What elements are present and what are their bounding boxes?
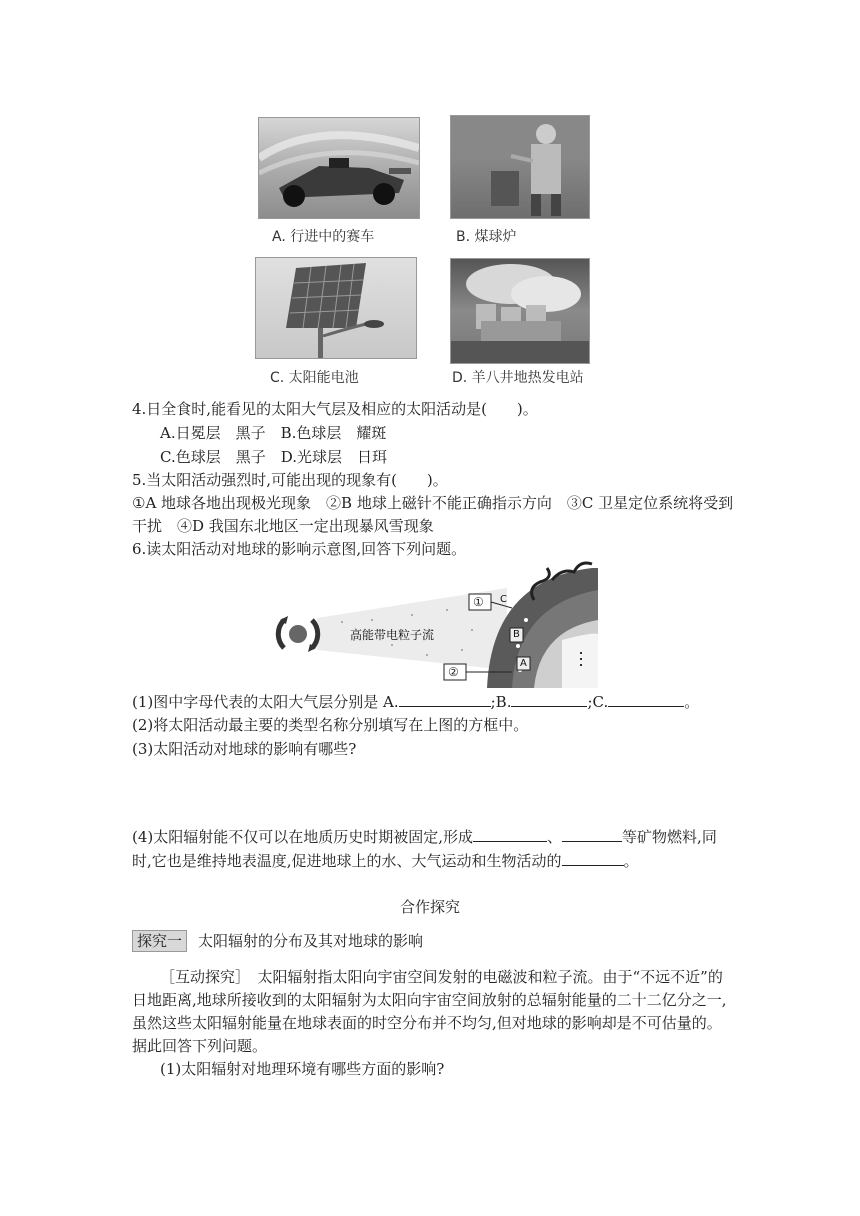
diagram-letter-c: C bbox=[500, 594, 507, 605]
coal-stove-photo bbox=[450, 115, 590, 219]
paragraph-line-1: ［互动探究］ 太阳辐射指太阳向宇宙空间发射的电磁波和粒子流。由于“不远不近”的 bbox=[160, 968, 723, 986]
question-6-sub-4 bbox=[132, 826, 717, 848]
paragraph-line-2: 日地距离,地球所接收到的太阳辐射为太阳向宇宙空间放射的总辐射能量的二十二亿分之一, bbox=[132, 991, 727, 1009]
question-5-stem: 5.当太阳活动强烈时,可能出现的现象有( )。 bbox=[132, 471, 448, 489]
blank-energy[interactable] bbox=[562, 850, 624, 866]
question-4-stem: 4.日全食时,能看见的太阳大气层及相应的太阳活动是( )。 bbox=[132, 400, 538, 418]
racing-car-photo bbox=[258, 117, 420, 219]
blank-b[interactable] bbox=[511, 691, 587, 707]
sub-1-c-label: ;C. bbox=[587, 693, 609, 711]
question-6-stem: 6.读太阳活动对地球的影响示意图,回答下列问题。 bbox=[132, 540, 467, 558]
inquiry-title: 太阳辐射的分布及其对地球的影响 bbox=[198, 932, 424, 950]
diagram-letter-a: A bbox=[520, 658, 527, 669]
sub-4-suffix: 等矿物燃料,同 bbox=[622, 828, 717, 846]
inquiry-question-1: (1)太阳辐射对地理环境有哪些方面的影响? bbox=[160, 1060, 445, 1078]
sub-4-prefix: (4)太阳辐射能不仅可以在地质历史时期被固定,形成 bbox=[132, 828, 474, 846]
sub-1-b-label: ;B. bbox=[490, 693, 512, 711]
sub-1-end: 。 bbox=[684, 693, 700, 711]
photo-c-caption: C. 太阳能电池 bbox=[270, 370, 359, 386]
question-5-line-1: ①A 地球各地出现极光现象 ②B 地球上磁针不能正确指示方向 ③C 卫星定位系统将受到 bbox=[132, 494, 734, 512]
question-4-options-1: A.日冕层 黑子 B.色球层 耀斑 bbox=[160, 424, 387, 442]
question-6-sub-3: (3)太阳活动对地球的影响有哪些? bbox=[132, 740, 357, 758]
photo-d-caption: D. 羊八井地热发电站 bbox=[452, 370, 584, 386]
blank-fuel-2[interactable] bbox=[562, 826, 622, 842]
sub-1-prefix: (1)图中字母代表的太阳大气层分别是 A. bbox=[132, 693, 399, 711]
blank-c[interactable] bbox=[608, 691, 684, 707]
question-6-sub-2: (2)将太阳活动最主要的类型名称分别填写在上图的方框中。 bbox=[132, 716, 529, 734]
section-heading: 合作探究 bbox=[400, 898, 461, 916]
diagram-box-2: ② bbox=[448, 665, 459, 679]
sub-4-end: 。 bbox=[623, 852, 639, 870]
diagram-box-1: ① bbox=[473, 595, 484, 609]
question-4-options-2: C.色球层 黑子 D.光球层 日珥 bbox=[160, 448, 387, 466]
solar-panel-photo bbox=[255, 257, 417, 359]
paragraph-line-3: 虽然这些太阳辐射能量在地球表面的时空分布并不均匀,但对地球的影响却是不可估量的。 bbox=[132, 1014, 722, 1032]
diagram-letter-b: B bbox=[513, 629, 520, 640]
particle-stream-label: 高能带电粒子流 bbox=[350, 628, 435, 642]
question-6-sub-4-line-2 bbox=[132, 850, 639, 872]
sub-4-sep: 、 bbox=[547, 828, 563, 846]
solar-activity-diagram bbox=[262, 560, 598, 688]
photo-a-caption: A. 行进中的赛车 bbox=[272, 229, 375, 245]
blank-a[interactable] bbox=[399, 691, 491, 707]
blank-fuel-1[interactable] bbox=[473, 826, 547, 842]
sub-4-line-2-text: 时,它也是维持地表温度,促进地球上的水、大气运动和生物活动的 bbox=[132, 852, 562, 870]
question-6-sub-1 bbox=[132, 691, 699, 713]
question-5-line-2: 干扰 ④D 我国东北地区一定出现暴风雪现象 bbox=[132, 517, 434, 535]
geothermal-station-photo bbox=[450, 258, 590, 364]
paragraph-line-4: 据此回答下列问题。 bbox=[132, 1037, 268, 1055]
photo-b-caption: B. 煤球炉 bbox=[456, 229, 517, 245]
inquiry-tag: 探究一 bbox=[132, 930, 187, 952]
